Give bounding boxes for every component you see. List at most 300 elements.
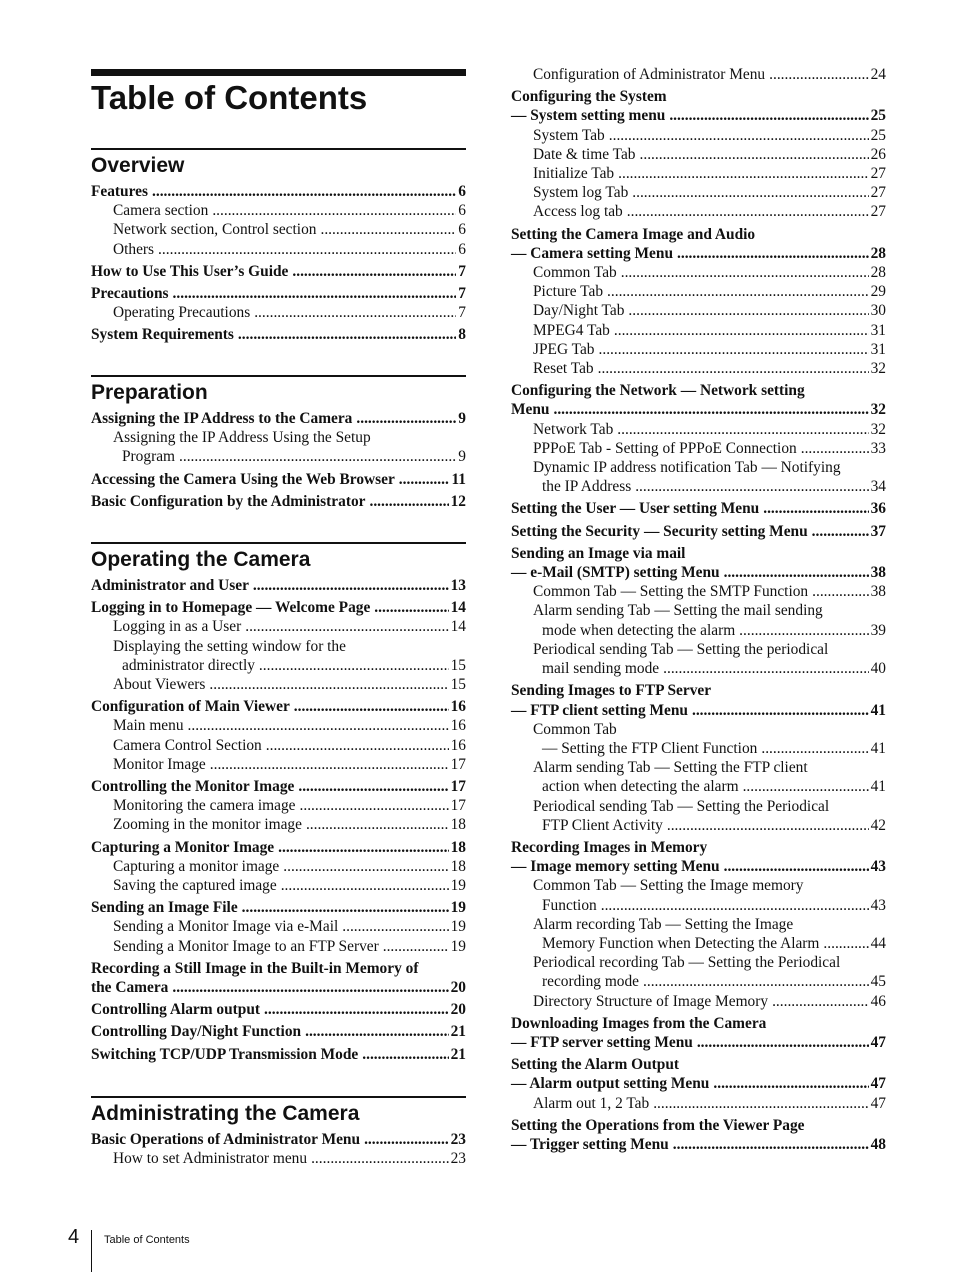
toc-page-number: 6 [458,202,466,220]
toc-entry-title: the IP Address [542,478,632,496]
dot-leader [801,439,869,458]
toc-subentry[interactable] [91,201,466,220]
dot-leader [364,1130,449,1149]
toc-subentry[interactable] [91,917,466,936]
toc-list [91,182,466,345]
dot-leader [697,1033,869,1052]
toc-page-number: 42 [870,816,886,834]
toc-entry-title: Zooming in the monitor image [113,816,302,834]
toc-entry[interactable] [511,1014,886,1052]
toc-entry[interactable] [511,1055,886,1093]
toc-entry-title: Monitor Image [113,755,206,773]
toc-entry[interactable] [511,381,886,419]
toc-entry-title: Saving the captured image [113,877,277,895]
toc-entry-title: Menu [511,401,550,419]
dot-leader [743,777,869,796]
dot-leader [259,656,449,675]
toc-entry-title: — Camera setting Menu [511,244,673,262]
toc-entry-text-line: Dynamic IP address notification Tab — Notifying [533,459,841,477]
section-preparation [91,375,466,511]
toc-entry-title: Controlling the Monitor Image [91,778,295,796]
toc-page-number: 9 [458,448,466,466]
section-heading: Operating the Camera [91,548,311,571]
toc-entry-title: the Camera [91,979,169,997]
toc-subentry[interactable] [511,439,886,458]
dot-leader [254,303,456,322]
dot-leader [245,617,448,636]
toc-entry-title: Monitoring the camera image [113,797,296,815]
toc-page-number: 20 [450,1001,466,1019]
toc-page-number: 31 [870,321,886,339]
dot-leader [599,340,869,359]
toc-page-number: 14 [450,599,466,617]
toc-entry-title: administrator directly [122,656,255,674]
toc-entry[interactable] [511,225,886,263]
toc-page-number: 19 [450,937,466,955]
toc-entry-title: Network section, Control section [113,221,317,239]
toc-entry-text-line: Alarm recording Tab — Setting the Image [533,915,794,933]
section-heading: Preparation [91,381,208,404]
toc-subentry[interactable] [511,420,886,439]
toc-entry-title: — Alarm output setting Menu [511,1075,710,1093]
toc-page-number: 29 [870,283,886,301]
dot-leader [609,126,869,145]
toc-subentry[interactable] [511,915,886,953]
toc-entry-title: How to set Administrator menu [113,1150,308,1168]
toc-entry-title: mode when detecting the alarm [542,621,736,639]
toc-entry-title: Switching TCP/UDP Transmission Mode [91,1045,359,1063]
toc-page-number: 6 [458,240,466,258]
dot-leader [210,755,449,774]
toc-entry-text-line: Alarm sending Tab — Setting the mail sending [533,602,823,620]
toc-subentry[interactable] [91,428,466,466]
dot-leader [342,917,448,936]
dot-leader [617,420,868,439]
toc-entry-title: — FTP server setting Menu [511,1033,693,1051]
toc-entry[interactable] [511,87,886,125]
toc-entry[interactable] [91,182,466,201]
dot-leader [692,701,869,720]
toc-page-number: 44 [870,934,886,952]
toc-entry-title: Program [122,448,176,466]
toc-page-number: 7 [458,262,466,280]
dot-leader [292,262,456,281]
dot-leader [823,934,868,953]
dot-leader [772,992,869,1011]
dot-leader [209,675,448,694]
toc-subentry[interactable] [511,202,886,221]
toc-entry-title: JPEG Tab [533,340,595,358]
toc-page-number: 41 [870,701,886,719]
toc-page-number: 20 [450,979,466,997]
toc-entry-title: — Trigger setting Menu [511,1135,669,1153]
toc-entry-title: action when detecting the alarm [542,778,739,796]
page-number: 4 [68,1226,80,1248]
toc-entry-text-line: Periodical recording Tab — Setting the Periodical [533,954,841,972]
toc-page-number: 24 [870,66,886,83]
toc-entry-text-line: Setting the Operations from the Viewer Page [511,1116,805,1134]
dot-leader [369,492,448,511]
toc-subentry[interactable] [511,340,886,359]
section-overview [91,148,466,345]
toc-page-number: 11 [451,470,466,488]
toc-subentry[interactable] [511,164,886,183]
toc-entry-title: Alarm out 1, 2 Tab [533,1094,650,1112]
dot-leader [763,499,868,518]
toc-entry-title: Precautions [91,285,169,303]
toc-entry-title: Directory Structure of Image Memory [533,992,769,1010]
title-bar-rule [91,69,466,76]
toc-subentry[interactable] [91,716,466,735]
toc-entry-title: How to Use This User’s Guide [91,262,289,280]
toc-page-number: 41 [870,778,886,796]
toc-entry[interactable] [91,470,466,489]
toc-entry-title: Basic Operations of Administrator Menu [91,1131,361,1148]
toc-entry-text-line: Periodical sending Tab — Setting the periodical [533,640,829,658]
toc-page-number: 36 [870,500,886,518]
toc-page-number: 21 [450,1023,466,1041]
toc-subentry[interactable] [91,1149,466,1168]
toc-entry-title: Initialize Tab [533,165,615,183]
toc-subentry[interactable] [511,640,886,678]
dot-leader [266,736,449,755]
toc-subentry[interactable] [511,758,886,796]
toc-page-number: 27 [870,203,886,221]
toc-entry-title: Date & time Tab [533,145,636,163]
dot-leader [283,857,448,876]
dot-leader [294,697,449,716]
toc-entry[interactable] [91,697,466,716]
dot-leader [399,470,450,489]
toc-entry-title: Common Tab [533,264,617,282]
toc-page-number: 16 [450,698,466,716]
dot-leader [278,838,448,857]
toc-page-number: 17 [450,755,466,773]
toc-entry-title: Operating Precautions [113,304,251,322]
toc-entry-text-line: Recording a Still Image in the Built-in Memory of [91,959,419,977]
dot-leader [298,777,448,796]
toc-list [91,576,466,1064]
dot-leader [305,1022,449,1041]
dot-leader [152,182,456,201]
toc-entry[interactable] [91,325,466,344]
toc-page-number: 27 [870,165,886,183]
toc-entry-text-line: Periodical sending Tab — Setting the Periodical [533,797,830,815]
toc-entry-title: Sending a Monitor Image via e-Mail [113,918,339,936]
toc-entry[interactable] [511,544,886,582]
toc-page-number: 19 [450,877,466,895]
toc-subentry[interactable] [511,953,886,991]
dot-leader [677,244,869,263]
toc-entry-title: — System setting menu [511,107,666,125]
dot-leader [614,321,869,340]
toc-subentry[interactable] [511,992,886,1011]
toc-entry-text-line: Alarm sending Tab — Setting the FTP client [533,759,808,777]
toc-page-number: 6 [458,221,466,239]
dot-leader [627,202,869,221]
toc-subentry[interactable] [511,282,886,301]
dot-leader [306,815,449,834]
section-heading: Administrating the Camera [91,1102,360,1125]
toc-entry-title: — Image memory setting Menu [511,858,720,876]
toc-page-number: 9 [458,410,466,427]
dot-leader [628,301,868,320]
toc-subentry[interactable] [91,876,466,895]
toc-subentry[interactable] [91,796,466,815]
dot-leader [663,659,868,678]
dot-leader [238,325,456,344]
toc-page-number: 37 [870,522,886,540]
toc-entry[interactable] [91,492,466,511]
dot-leader [618,164,868,183]
toc-subentry[interactable] [511,321,886,340]
toc-entry-title: Camera Control Section [113,736,262,754]
toc-subentry[interactable] [91,815,466,834]
toc-entry-title: mail sending mode [542,660,660,678]
dot-leader [643,972,869,991]
dot-leader [253,576,449,595]
dot-leader [300,796,449,815]
toc-entry-text-line: Assigning the IP Address Using the Setup [113,429,371,447]
toc-entry-text-line: Common Tab [533,720,617,738]
toc-entry-title: Picture Tab [533,283,604,301]
toc-entry-title: Configuration of Main Viewer [91,698,290,716]
dot-leader [739,621,868,640]
dot-leader [179,447,456,466]
dot-leader [212,201,456,220]
toc-page-number: 18 [450,838,466,856]
toc-entry-title: Function [542,896,597,914]
dot-leader [621,263,869,282]
toc-page-number: 27 [870,184,886,202]
toc-entry-title: About Viewers [113,676,206,694]
toc-subentry[interactable] [91,220,466,239]
toc-subentry[interactable] [91,736,466,755]
toc-entry-text-line: Common Tab — Setting the Image memory [533,877,804,895]
dot-leader [640,145,869,164]
dot-leader [356,409,456,428]
toc-entry-title: FTP Client Activity [542,816,663,834]
toc-page-number: 48 [870,1135,886,1153]
toc-right-column [511,65,886,1154]
toc-entry-title: Logging in to Homepage — Welcome Page [91,599,371,617]
toc-entry-title: Features [91,183,148,200]
dot-leader [724,857,869,876]
dot-leader [669,106,868,125]
toc-page-number: 17 [450,797,466,815]
toc-entry[interactable] [91,838,466,857]
toc-page-number: 19 [450,918,466,936]
toc-list [91,409,466,511]
toc-page-number: 39 [870,621,886,639]
toc-entry-title: recording mode [542,973,640,991]
toc-entry-title: Setting the Security — Security setting Menu [511,522,808,540]
toc-page-number: 16 [450,717,466,735]
toc-subentry[interactable] [91,755,466,774]
toc-page-number: 34 [870,478,886,496]
toc-page-number: 30 [870,302,886,320]
toc-entry-title: Capturing a monitor image [113,857,280,875]
toc-entry-title: — FTP client setting Menu [511,701,688,719]
dot-leader [320,220,456,239]
toc-page-number: 19 [450,899,466,917]
toc-entry-title: Setting the User — User setting Menu [511,500,760,518]
toc-entry[interactable] [91,284,466,303]
toc-page-number: 17 [450,778,466,796]
toc-entry-title: MPEG4 Tab [533,321,610,339]
toc-entry-title: Common Tab — Setting the SMTP Function [533,583,809,601]
toc-subentry[interactable] [511,145,886,164]
dot-leader [601,896,869,915]
page-title: Table of Contents [91,79,368,116]
toc-entry[interactable] [511,1116,886,1154]
dot-leader [653,1094,868,1113]
toc-entry-title: Day/Night Tab [533,302,625,320]
toc-page-number: 7 [458,304,466,322]
dot-leader [812,522,869,541]
toc-page-number: 25 [870,126,886,144]
toc-entry-title: Main menu [113,717,184,735]
toc-entry-title: Accessing the Camera Using the Web Browser [91,470,395,488]
toc-entry[interactable] [91,777,466,796]
toc-page-number: 43 [870,896,886,914]
dot-leader [635,477,868,496]
toc-page-number: 38 [870,583,886,601]
toc-subentry[interactable] [511,582,886,601]
toc-entry-text-line: Recording Images in Memory [511,838,708,856]
toc-page-number: 21 [450,1045,466,1063]
footer-label: Table of Contents [104,1234,190,1246]
toc-subentry[interactable] [511,126,886,145]
toc-page-number: 47 [870,1094,886,1112]
dot-leader [598,359,869,378]
toc-page-number: 25 [870,107,886,125]
toc-subentry[interactable] [91,937,466,956]
toc-entry[interactable] [91,262,466,281]
toc-entry-title: Assigning the IP Address to the Camera [91,410,353,427]
toc-page-number: 46 [870,992,886,1010]
toc-subentry[interactable] [511,1094,886,1113]
toc-subentry[interactable] [91,857,466,876]
toc-page-number: 32 [870,401,886,419]
toc-entry-title: Network Tab [533,420,614,438]
toc-subentry[interactable] [511,720,886,758]
toc-entry-title: Capturing a Monitor Image [91,838,275,856]
toc-subentry[interactable] [511,263,886,282]
toc-entry[interactable] [91,1022,466,1041]
toc-subentry[interactable] [91,617,466,636]
toc-page-number: 41 [870,739,886,757]
toc-subentry[interactable] [511,458,886,496]
toc-entry[interactable] [91,898,466,917]
toc-page-number: 47 [870,1033,886,1051]
toc-entry[interactable] [511,522,886,541]
dot-leader [173,284,457,303]
toc-page-number: 16 [450,736,466,754]
toc-page-number: 12 [450,492,466,510]
toc-page-number: 6 [458,183,466,200]
toc-entry-title: Reset Tab [533,360,594,378]
toc-page-number: 26 [870,145,886,163]
dot-leader [374,598,448,617]
dot-leader [264,1000,449,1019]
dot-leader [281,876,449,895]
toc-subentry[interactable] [511,359,886,378]
toc-subentry[interactable] [511,876,886,914]
toc-subentry[interactable] [91,303,466,322]
toc-page-number: 43 [870,858,886,876]
toc-page-number: 38 [870,564,886,582]
toc-subentry[interactable] [91,240,466,259]
dot-leader [632,183,868,202]
toc-entry-text-line: Displaying the setting window for the [113,637,346,655]
toc-page-number: 15 [450,656,466,674]
toc-page-number: 23 [450,1150,466,1168]
toc-entry-text-line: Configuring the Network — Network setting [511,382,805,400]
section-heading: Overview [91,154,185,177]
toc-entry-text-line: Downloading Images from the Camera [511,1014,767,1032]
toc-entry[interactable] [91,576,466,595]
toc-page-number: 31 [870,340,886,358]
toc-entry[interactable] [91,1000,466,1019]
toc-entry[interactable] [91,1045,466,1064]
toc-entry-title: Controlling Alarm output [91,1001,261,1019]
toc-entry-text-line: Setting the Alarm Output [511,1056,680,1074]
dot-leader [667,816,869,835]
toc-subentry[interactable] [511,601,886,639]
toc-subentry[interactable] [511,797,886,835]
toc-subentry[interactable] [511,301,886,320]
toc-entry[interactable] [511,838,886,876]
section-administrating-the-camera [91,1096,466,1168]
toc-entry-title: System Tab [533,126,605,144]
toc-entry[interactable] [511,681,886,719]
toc-entry-text-line: Setting the Camera Image and Audio [511,225,756,243]
dot-leader [311,1149,449,1168]
toc-subentry[interactable] [91,637,466,675]
footer-divider [91,1230,92,1272]
toc-page-number: 18 [450,857,466,875]
toc-page-number: 13 [450,577,466,594]
toc-subentry[interactable] [91,675,466,694]
toc-page-number: 14 [450,618,466,636]
toc-entry-title: Basic Configuration by the Administrator [91,492,366,510]
toc-page-number: 28 [870,244,886,262]
toc-entry-title: Camera section [113,202,209,220]
toc-entry-title: Sending a Monitor Image to an FTP Server [113,937,379,955]
toc-page-number: 45 [870,973,886,991]
toc-entry[interactable] [91,598,466,617]
dot-leader [607,282,869,301]
toc-subentry[interactable] [511,65,886,84]
dot-leader [769,65,868,84]
toc-subentry[interactable] [511,183,886,202]
toc-entry[interactable] [91,1130,466,1149]
dot-leader [812,582,868,601]
toc-page-number: 8 [458,326,466,344]
toc-entry-title: Access log tab [533,203,623,221]
toc-page-number: 32 [870,360,886,378]
toc-entry-title: PPPoE Tab - Setting of PPPoE Connection [533,439,797,457]
toc-page-number: 33 [870,439,886,457]
section-operating-the-camera [91,542,466,1064]
toc-entry[interactable] [91,409,466,428]
toc-entry[interactable] [91,959,466,997]
toc-page-number: 23 [450,1131,466,1148]
toc-entry-title: Controlling Day/Night Function [91,1023,302,1041]
toc-entry[interactable] [511,499,886,518]
dot-leader [188,716,449,735]
